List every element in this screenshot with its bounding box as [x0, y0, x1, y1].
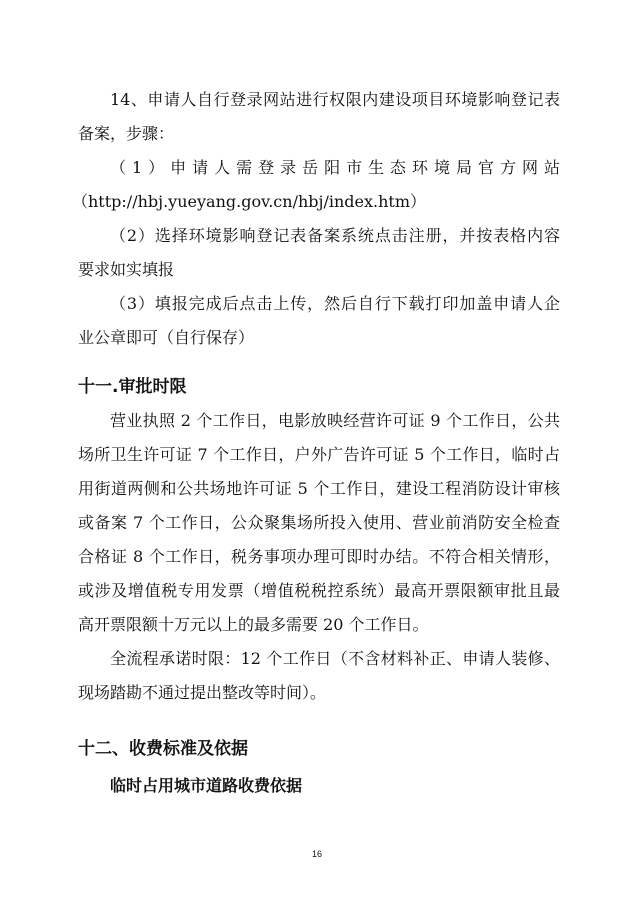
text-line: 备案，步骤：: [78, 124, 175, 143]
text-line: 或备案 7 个工作日，公众聚集场所投入使用、营业前消防安全检查: [78, 513, 560, 532]
section-heading: 十一.审批时限: [78, 377, 187, 397]
text-line: 全流程承诺时限：12 个工作日（不含材料补正、申请人装修、: [110, 649, 560, 668]
section-heading: 十二、收费标准及依据: [78, 739, 248, 759]
text-line: 14、申请人自行登录网站进行权限内建设项目环境影响登记表: [110, 90, 560, 109]
step-3-line: （3）填报完成后点击上传，然后自行下载打印加盖申请人企: [110, 294, 560, 313]
website-url: （http://hbj.yueyang.gov.cn/hbj/index.htm）: [72, 192, 427, 211]
text-line: 合格证 8 个工作日，税务事项办理可即时办结。不符合相关情形，: [78, 547, 560, 566]
text-line: 高开票限额十万元以上的最多需要 20 个工作日。: [78, 615, 429, 634]
text-line: 用街道两侧和公共场地许可证 5 个工作日，建设工程消防设计审核: [78, 479, 560, 498]
text-line: 或涉及增值税专用发票（增值税税控系统）最高开票限额审批且最: [78, 581, 560, 600]
text-line: 营业执照 2 个工作日，电影放映经营许可证 9 个工作日，公共: [110, 411, 560, 430]
step-3-line: 业公章即可（自行保存）: [78, 328, 255, 347]
text-line: 现场踏勘不通过提出整改等时间）。: [78, 683, 327, 702]
step-1-line: （1）申请人需登录岳阳市生态环境局官方网站: [110, 158, 560, 177]
page-number: 16: [311, 849, 322, 859]
step-2-line: 要求如实填报: [78, 260, 175, 279]
text-line: 场所卫生许可证 7 个工作日，户外广告许可证 5 个工作日，临时占: [78, 445, 560, 464]
step-2-line: （2）选择环境影响登记表备案系统点击注册，并按表格内容: [110, 226, 560, 245]
subheading: 临时占用城市道路收费依据: [110, 776, 303, 795]
